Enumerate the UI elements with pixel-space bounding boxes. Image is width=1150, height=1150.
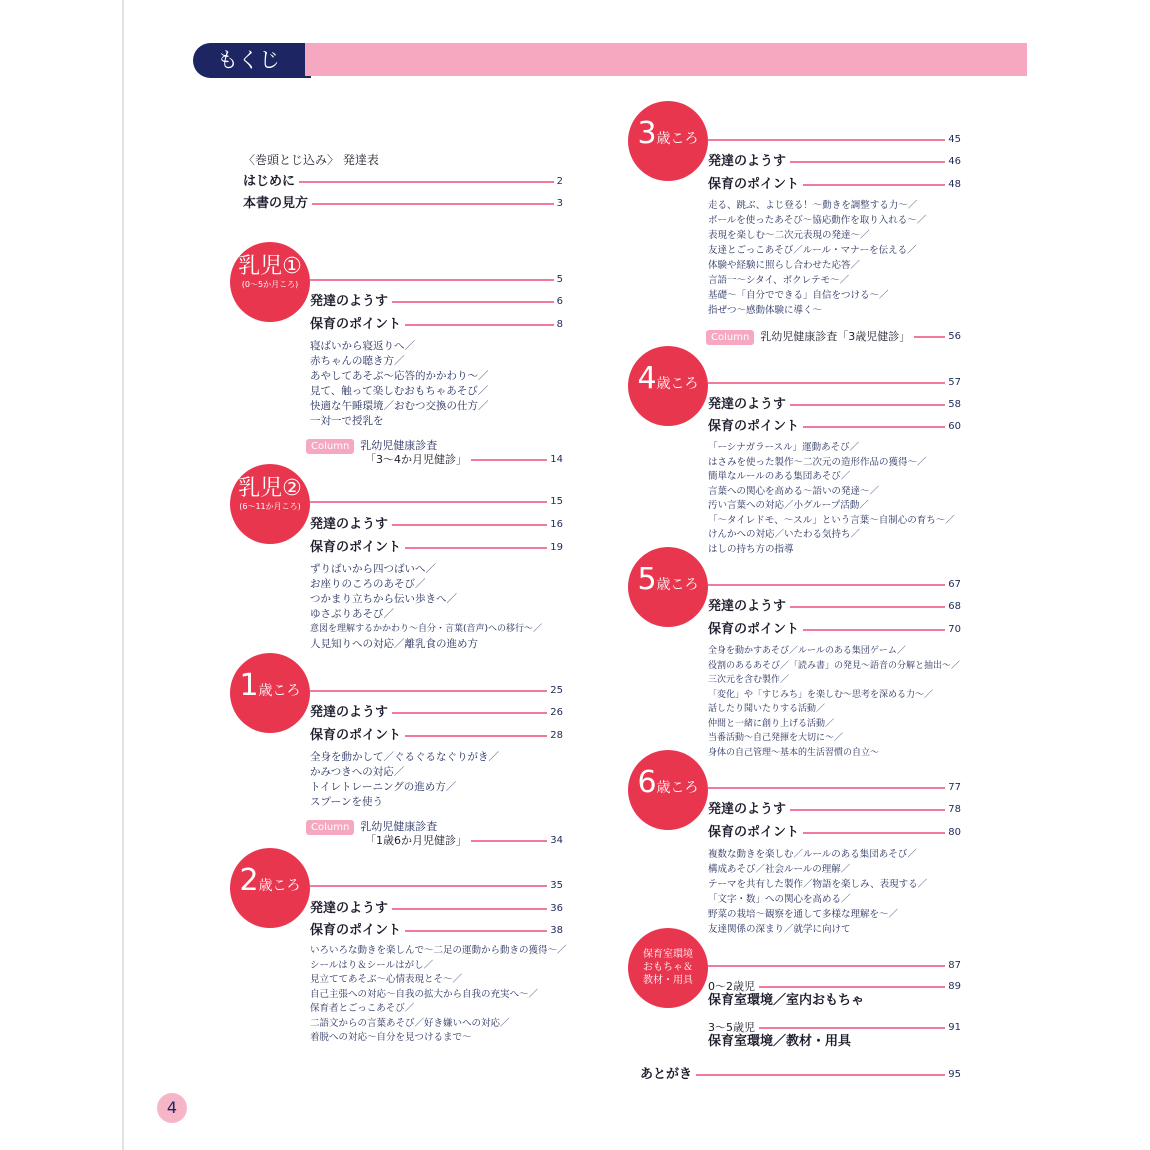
toc-row-environment[interactable]: 87 bbox=[708, 958, 961, 974]
toc-intro-hajimeni[interactable]: はじめに 2 bbox=[243, 174, 563, 189]
env-0-2-title: 保育室環境／室内おもちゃ bbox=[708, 993, 865, 1008]
topic-list: 「ーシナガラースル」運動あそび／ はさみを使った製作〜二次元の造形作品の獲得〜／ 簡単なルールのある集団あそび／ 言葉への関心を高める〜語いの発達〜／ 汚い言葉への対応／小グループ活動／ 「〜タイレドモ、〜スル」という言葉〜自制心の育ち〜／ けんかへの対応／いたわる気持ち／ はしの持ち方の指導 bbox=[708, 442, 955, 555]
section-badge-infant1: 乳児① (0〜5か月ころ) bbox=[230, 242, 310, 322]
section-badge-age3: 3歳ころ bbox=[628, 101, 708, 181]
toc-row-points[interactable]: 保育のポイント 60 bbox=[708, 419, 961, 434]
toc-row-age3[interactable]: 45 bbox=[708, 132, 961, 148]
toc-row-age1[interactable]: 25 bbox=[310, 683, 563, 699]
section-badge-environment: 保育室環境 おもちゃ＆ 教材・用具 bbox=[628, 928, 708, 1008]
column-row[interactable]: Column 乳幼児健康診査「3歳児健診」 56 bbox=[706, 329, 961, 345]
topic-list: 複数な動きを楽しむ／ルールのある集団あそび／ 構成あそび／社会ルールの理解／ テーマを共有した製作／物語を楽しみ、表現する／ 「文字・数」への関心を高める／ 野菜の栽培〜観察を通して多様な理解を〜／ 友達関係の深まり／就学に向けて bbox=[708, 849, 928, 935]
column-row[interactable]: 「1歳6か月児健診」 34 bbox=[365, 834, 563, 847]
column-row[interactable]: 「3〜4か月児健診」 14 bbox=[365, 453, 563, 466]
topic-list: 全身を動かして／ぐるぐるなぐりがき／ かみつきへの対応／ トイレトレーニングの進め方／ スプーンを使う bbox=[310, 751, 499, 808]
toc-row-development[interactable]: 発達のようす 68 bbox=[708, 599, 961, 614]
column-entry[interactable]: Column 乳幼児健康診査 bbox=[306, 819, 437, 835]
toc-row-points[interactable]: 保育のポイント 48 bbox=[708, 177, 961, 192]
header-bar bbox=[305, 43, 1027, 76]
topic-list: いろいろな動きを楽しんで〜二足の運動から動きの獲得〜／ シールはり＆シールはがし／ 見立ててあそぶ〜心情表現とそ〜／ 自己主張への対応〜自我の拡大から自我の充実へ〜／ 保育者とごっこあそび／ 二語文からの言葉あそび／好き嫌いへの対応／ 着脱への対応〜自分を見つけるまで〜 bbox=[310, 945, 567, 1043]
toc-row-points[interactable]: 保育のポイント 19 bbox=[310, 540, 563, 555]
section-badge-age2: 2歳ころ bbox=[230, 848, 310, 928]
toc-intro-mikata[interactable]: 本書の見方 3 bbox=[243, 196, 563, 211]
toc-row-age6[interactable]: 77 bbox=[708, 780, 961, 796]
toc-row-development[interactable]: 発達のようす 36 bbox=[310, 901, 563, 916]
topic-list: ずりばいから四つばいへ／ お座りのころのあそび／ つかまり立ちから伝い歩きへ／ ゆさぶりあそび／ 意図を理解するかかわり〜自分・言葉(音声)への移行〜／ 人見知りへの対応／離乳食の進め方 bbox=[310, 563, 543, 650]
toc-row-env-3-5[interactable]: 3〜5歳児 91 bbox=[708, 1021, 961, 1034]
topic-list: 全身を動かすあそび／ルールのある集団ゲーム／ 役割のあるあそび／「読み書」の発見〜語音の分解と抽出〜／ 三次元を含む製作／ 「変化」や「すじみち」を楽しむ〜思考を深める力〜／ 話したり聞いたりする活動／ 仲間と一緒に創り上げる活動／ 当番活動〜自己発揮を大切に〜／ 身体の自己管理〜基本的生活習慣の自立〜 bbox=[708, 646, 961, 758]
toc-row-infant2[interactable]: 15 bbox=[310, 494, 563, 510]
section-badge-age1: 1歳ころ bbox=[230, 653, 310, 733]
toc-row-points[interactable]: 保育のポイント 38 bbox=[310, 923, 563, 938]
toc-row-points[interactable]: 保育のポイント 28 bbox=[310, 728, 563, 743]
toc-row-development[interactable]: 発達のようす 16 bbox=[310, 517, 563, 532]
page-title: もくじ bbox=[193, 43, 311, 78]
section-badge-age6: 6歳ころ bbox=[628, 750, 708, 830]
section-badge-age5: 5歳ころ bbox=[628, 547, 708, 627]
topic-list: 走る、跳ぶ、よじ登る！〜動きを調整する力〜／ ボールを使ったあそび〜協応動作を取り入れる〜／ 表現を楽しむ〜二次元表現の発達〜／ 友達とごっこあそび／ルール・マナーを伝える／ 体験や経験に照らし合わせた応答／ 言語一〜シタイ、ボクレテモ〜／ 基礎〜「自分でできる」自信をつける〜／ 指ぜつ〜感動体験に導く〜 bbox=[708, 200, 927, 316]
toc-row-age5[interactable]: 67 bbox=[708, 577, 961, 593]
toc-row-infant1[interactable]: 5 bbox=[310, 272, 563, 288]
section-badge-infant2: 乳児② (6〜11か月ころ) bbox=[230, 464, 310, 544]
page-edge bbox=[122, 0, 124, 1150]
page-number: 4 bbox=[157, 1093, 187, 1123]
topic-list: 寝ばいから寝返りへ／ 赤ちゃんの聴き方／ あやしてあそぶ〜応答的かかわり〜／ 見て、触って楽しむおもちゃあそび／ 快適な午睡環境／おむつ交換の仕方／ 一対一で授乳を bbox=[310, 340, 489, 427]
toc-intro-foldout[interactable]: 〈巻頭とじ込み〉 発達表 bbox=[243, 152, 563, 168]
column-entry[interactable]: Column 乳幼児健康診査 bbox=[306, 438, 437, 454]
toc-row-points[interactable]: 保育のポイント 70 bbox=[708, 622, 961, 637]
env-3-5-title: 保育室環境／教材・用具 bbox=[708, 1034, 852, 1049]
toc-row-afterword[interactable]: あとがき 95 bbox=[640, 1067, 961, 1082]
toc-row-env-0-2[interactable]: 0〜2歳児 89 bbox=[708, 980, 961, 993]
section-badge-age4: 4歳ころ bbox=[628, 346, 708, 426]
toc-row-development[interactable]: 発達のようす 78 bbox=[708, 802, 961, 817]
toc-row-development[interactable]: 発達のようす 26 bbox=[310, 705, 563, 720]
toc-row-points[interactable]: 保育のポイント 8 bbox=[310, 317, 563, 332]
toc-row-points[interactable]: 保育のポイント 80 bbox=[708, 825, 961, 840]
toc-row-age2[interactable]: 35 bbox=[310, 878, 563, 894]
toc-row-development[interactable]: 発達のようす 46 bbox=[708, 154, 961, 169]
toc-row-age4[interactable]: 57 bbox=[708, 375, 961, 391]
toc-row-development[interactable]: 発達のようす 6 bbox=[310, 294, 563, 309]
toc-row-development[interactable]: 発達のようす 58 bbox=[708, 397, 961, 412]
